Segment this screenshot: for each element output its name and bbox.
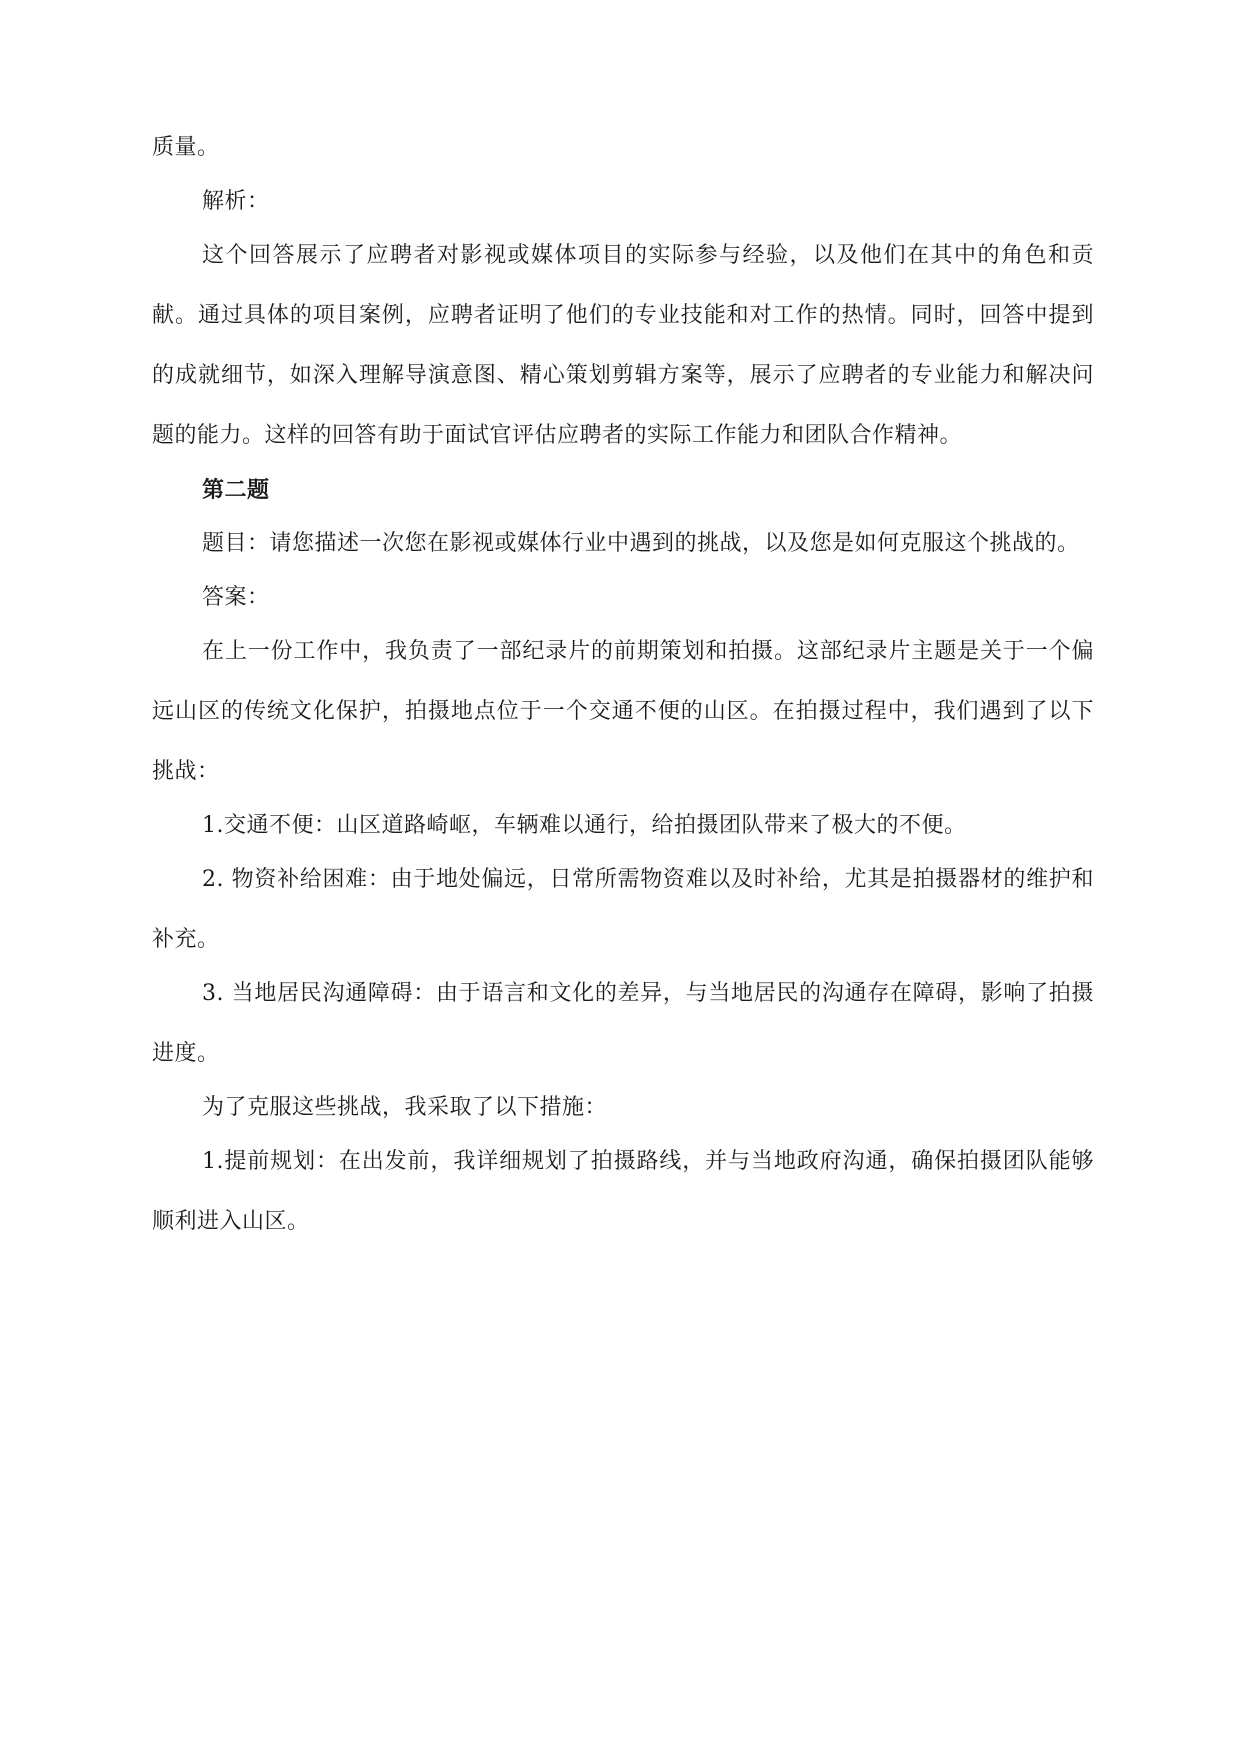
document-page	[152, 0, 1094, 1252]
challenge-item-2: 2. 物资补给困难：由于地处偏远，日常所需物资难以及时补给，尤其是拍摄器材的维护和补充。	[152, 867, 1094, 952]
measures-intro: 为了克服这些挑战，我采取了以下措施：	[202, 1095, 608, 1120]
question-paragraph: 题目：请您描述一次您在影视或媒体行业中遇到的挑战，以及您是如何克服这个挑战的。	[202, 531, 1080, 556]
answer-label: 答案：	[202, 585, 270, 610]
analysis-paragraph: 这个回答展示了应聘者对影视或媒体项目的实际参与经验，以及他们在其中的角色和贡献。通过具体的项目案例，应聘者证明了他们的专业技能和对工作的热情。同时，回答中提到的成就细节，如深入理解导演意图、精心策划剪辑方案等，展示了应聘者的专业能力和解决问题的能力。这样的回答有助于面试官评估应聘者的实际工作能力和团队合作精神。	[152, 243, 1094, 448]
measure-item-1: 1.提前规划：在出发前，我详细规划了拍摄路线，并与当地政府沟通，确保拍摄团队能够顺利进入山区。	[152, 1149, 1094, 1234]
challenge-item-1: 1.交通不便：山区道路崎岖，车辆难以通行，给拍摄团队带来了极大的不便。	[202, 813, 967, 838]
challenge-item-3: 3. 当地居民沟通障碍：由于语言和文化的差异，与当地居民的沟通存在障碍，影响了拍摄进度。	[152, 981, 1094, 1066]
paragraph-continuation: 质量。	[152, 135, 220, 160]
analysis-label: 解析：	[202, 189, 270, 214]
answer-paragraph: 在上一份工作中，我负责了一部纪录片的前期策划和拍摄。这部纪录片主题是关于一个偏远山区的传统文化保护，拍摄地点位于一个交通不便的山区。在拍摄过程中，我们遇到了以下挑战：	[152, 639, 1094, 784]
section-heading-question-2: 第二题	[202, 477, 270, 503]
